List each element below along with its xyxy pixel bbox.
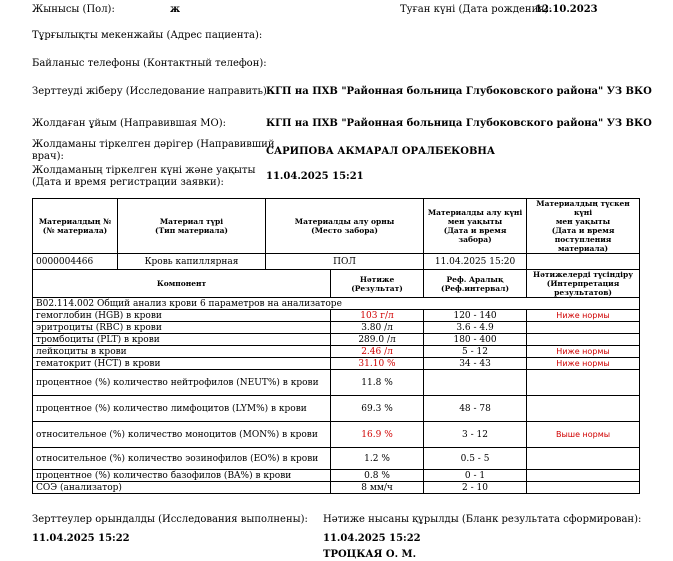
birth-date-label: Туған күні (Дата рождения): — [400, 4, 552, 15]
result-interpretation — [527, 470, 640, 482]
doctor-value: САРИПОВА АКМАРАЛ ОРАЛБЕКОВНА — [266, 146, 495, 157]
formed-label: Нәтиже нысаны құрылды (Бланк результата сформирован): — [323, 514, 642, 525]
result-interpretation — [527, 322, 640, 334]
signer-name: ТРОЦКАЯ О. М. — [323, 549, 417, 560]
material-number-header: Материалдың № (№ материала) — [33, 199, 118, 254]
phone-label: Байланыс телефоны (Контактный телефон): — [32, 58, 267, 69]
result-value: 1.2 % — [331, 448, 424, 470]
formed-value: 11.04.2025 15:22 — [323, 533, 421, 544]
collection-datetime-header: Материалды алу күні мен уақыты (Дата и время забора) — [424, 199, 527, 254]
result-component: гемоглобин (HGB) в крови — [33, 310, 331, 322]
collection-place-header: Материалды алу орны (Место забора) — [266, 199, 424, 254]
result-ref-interval: 34 - 43 — [424, 358, 527, 370]
result-interpretation — [527, 334, 640, 346]
result-component: лейкоциты в крови — [33, 346, 331, 358]
result-row — [33, 482, 640, 494]
result-interpretation: Ниже нормы — [527, 358, 640, 370]
result-ref-interval: 0.5 - 5 — [424, 448, 527, 470]
result-component: относительное (%) количество эозинофилов (EO%) в крови — [33, 448, 331, 470]
result-ref-interval: 2 - 10 — [424, 482, 527, 494]
result-ref-interval: 48 - 78 — [424, 396, 527, 422]
result-header: Нәтиже (Результат) — [331, 270, 424, 298]
result-value: 31.10 % — [331, 358, 424, 370]
result-row — [33, 334, 640, 346]
result-interpretation: Ниже нормы — [527, 346, 640, 358]
result-component: процентное (%) количество базофилов (BA%) в крови — [33, 470, 331, 482]
result-row — [33, 358, 640, 370]
result-value: 2.46 /л — [331, 346, 424, 358]
result-value: 3.80 /л — [331, 322, 424, 334]
result-row — [33, 370, 640, 396]
result-component: СОЭ (анализатор) — [33, 482, 331, 494]
result-component: гематокрит (HCT) в крови — [33, 358, 331, 370]
address-label: Тұрғылықты мекенжайы (Адрес пациента): — [32, 30, 263, 41]
done-value: 11.04.2025 15:22 — [32, 533, 130, 544]
result-value: 69.3 % — [331, 396, 424, 422]
result-ref-interval: 180 - 400 — [424, 334, 527, 346]
result-interpretation — [527, 482, 640, 494]
material-header-row — [33, 199, 640, 254]
result-row — [33, 310, 640, 322]
sent-from-value: КГП на ПХВ "Районная больница Глубоковского района" УЗ ВКО — [266, 118, 652, 129]
component-header: Компонент — [33, 270, 331, 298]
result-ref-interval: 3.6 - 4.9 — [424, 322, 527, 334]
referral-to-label: Зерттеуді жіберу (Исследование направить): — [32, 86, 271, 97]
result-value: 16.9 % — [331, 422, 424, 448]
result-value: 103 г/л — [331, 310, 424, 322]
result-ref-interval: 3 - 12 — [424, 422, 527, 448]
result-component: тромбоциты (PLT) в крови — [33, 334, 331, 346]
gender-value: ж — [170, 4, 181, 15]
result-interpretation: Ниже нормы — [527, 310, 640, 322]
registration-label-line2: (Дата и время регистрации заявки): — [32, 177, 224, 188]
interpretation-header: Нәтижелерді түсіндіру (Интерпретация результатов) — [527, 270, 640, 298]
result-value: 0.8 % — [331, 470, 424, 482]
result-ref-interval — [424, 370, 527, 396]
lab-results-table — [32, 198, 640, 494]
result-interpretation — [527, 448, 640, 470]
sent-from-label: Жолдаған ұйым (Направившая МО): — [32, 118, 226, 129]
result-row — [33, 322, 640, 334]
collection-datetime: 11.04.2025 15:20 — [424, 254, 527, 270]
collection-place: ПОЛ — [266, 254, 424, 270]
arrival-datetime-header: Материалдың түскен күні мен уақыты (Дата и время поступления материала) — [527, 199, 640, 254]
result-value: 11.8 % — [331, 370, 424, 396]
result-row — [33, 346, 640, 358]
result-component: эритроциты (RBC) в крови — [33, 322, 331, 334]
result-ref-interval: 5 - 12 — [424, 346, 527, 358]
gender-label: Жынысы (Пол): — [32, 4, 115, 15]
section-row — [33, 298, 640, 310]
result-ref-interval: 0 - 1 — [424, 470, 527, 482]
material-number: 0000004466 — [33, 254, 118, 270]
result-interpretation — [527, 396, 640, 422]
section-title: B02.114.002 Общий анализ крови 6 параметров на анализаторе — [33, 298, 640, 310]
result-component: процентное (%) количество лимфоцитов (LYM%) в крови — [33, 396, 331, 422]
result-interpretation: Выше нормы — [527, 422, 640, 448]
result-value: 289.0 /л — [331, 334, 424, 346]
doctor-label-line1: Жолдаманы тіркелген дәрігер (Направивший — [32, 139, 275, 150]
results-header-row — [33, 270, 640, 298]
referral-to-value: КГП на ПХВ "Районная больница Глубоковского района" УЗ ВКО — [266, 86, 652, 97]
result-interpretation — [527, 370, 640, 396]
result-row — [33, 422, 640, 448]
done-label: Зерттеулер орындалды (Исследования выполнены): — [32, 514, 308, 525]
result-component: процентное (%) количество нейтрофилов (NEUT%) в крови — [33, 370, 331, 396]
result-ref-interval: 120 - 140 — [424, 310, 527, 322]
result-row — [33, 470, 640, 482]
material-type: Кровь капиллярная — [118, 254, 266, 270]
registration-label-line1: Жолдаманың тіркелген күні және уақыты — [32, 165, 256, 176]
ref-interval-header: Реф. Аралық (Реф.интервал) — [424, 270, 527, 298]
result-component: относительное (%) количество моноцитов (MON%) в крови — [33, 422, 331, 448]
result-value: 8 мм/ч — [331, 482, 424, 494]
registration-value: 11.04.2025 15:21 — [266, 171, 364, 182]
doctor-label-line2: врач): — [32, 151, 64, 162]
birth-date-value: 12.10.2023 — [535, 4, 598, 15]
material-type-header: Материал түрі (Тип материала) — [118, 199, 266, 254]
result-row — [33, 396, 640, 422]
result-row — [33, 448, 640, 470]
arrival-datetime — [527, 254, 640, 270]
material-row — [33, 254, 640, 270]
